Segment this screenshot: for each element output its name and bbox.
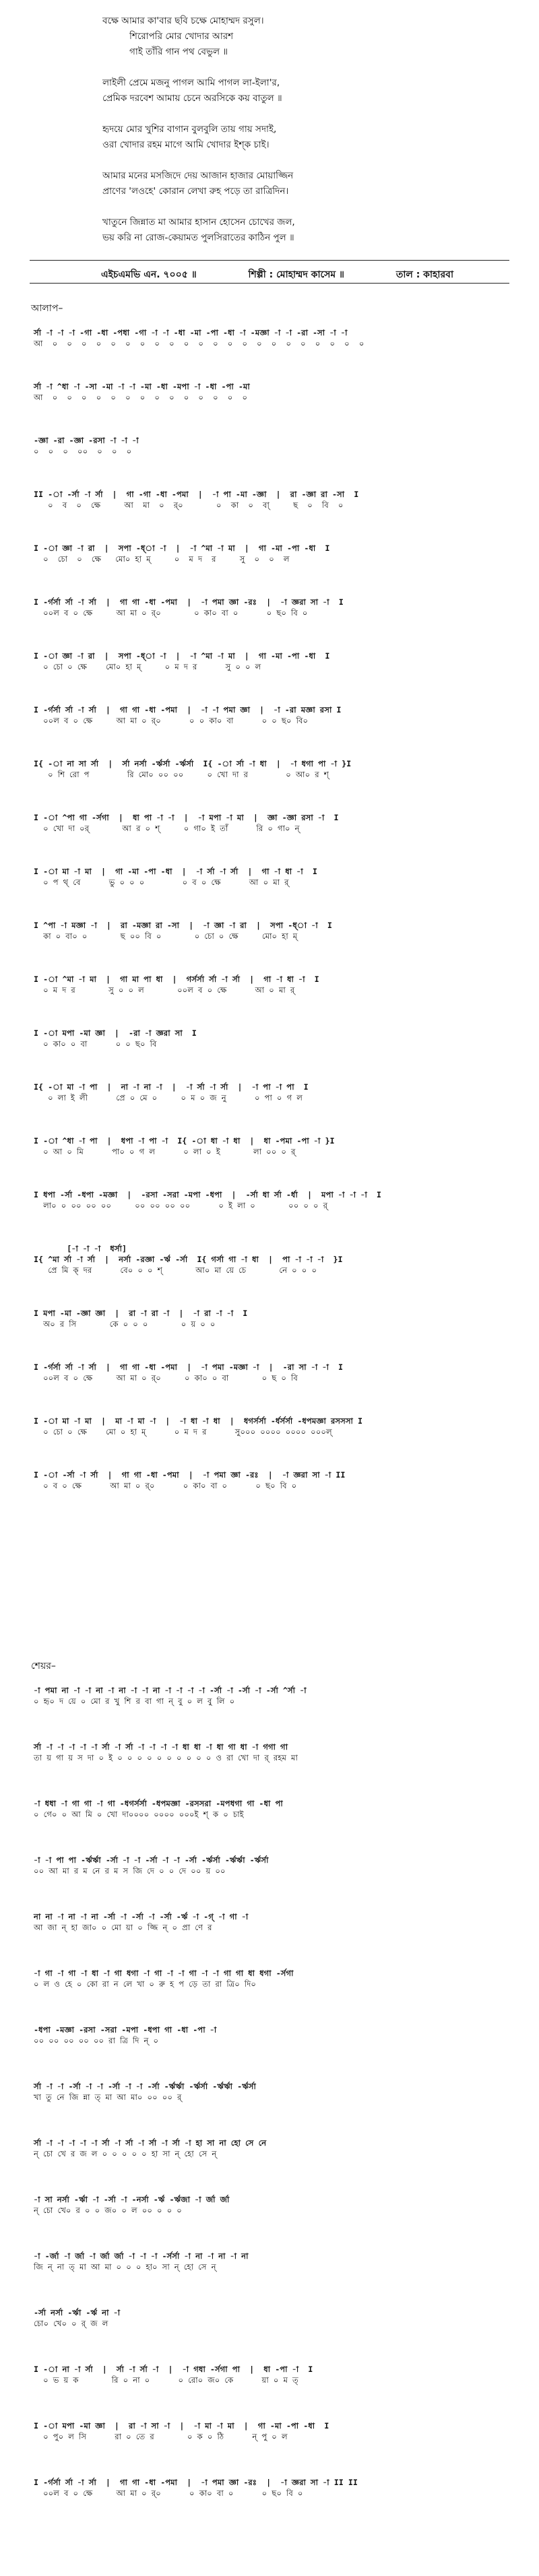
notation-row <box>34 381 519 403</box>
notation-row <box>34 2194 519 2216</box>
swara-line: I মপা -মা -জ্ঞা জ্ঞা | রা -া রা -া | -া রা -া -া I <box>34 1309 248 1318</box>
syllable-line: ন্ চো খে০ র ০ ০ জ০ ০ ল ০০ ০ ০ ০ <box>34 2206 182 2215</box>
syllable-line: খা তু নে জি ন্না ত্ মা আ মা০ ০০ ০০ র্ <box>34 2092 182 2102</box>
swara-line: I -া মপা -মা জ্ঞা | রা -া সা -া | -া মা -া মা | গা -মা -পা -ধা I <box>34 2421 329 2431</box>
notation-row <box>34 543 519 564</box>
notation-row <box>34 1028 519 1049</box>
swara-line: -া ধধা -া গা গা -া গা -ধগর্সর্সা -ধপমজ্ঞা -রসসরা -মপধগা গা -ধা পা <box>34 1799 283 1808</box>
swara-line: -ধপা -মজ্ঞা -রসা -সরা -মপা -ধপা গা -ধা -পা -া <box>34 2025 217 2035</box>
swara-line: -া গা -া গা -া ধা -া গা ধগা -া গা -া -া গা -া -া গা গা ধা ধগা -র্সগা <box>34 1969 294 1978</box>
syllable-line: ০ চো ০ ক্ষে মো০ হা ম্ ০ ম দ র সু ০ ০ ল <box>34 554 290 564</box>
lyric-line: গাই তাঁরি গান পথ বেভুল ॥ <box>129 46 228 57</box>
syllable-line: ০ ০ ০ ০০ ০ ০ ০ <box>34 447 132 456</box>
notation-row <box>34 1685 519 1707</box>
syllable-line: ০ কা০ ০ বা ০ ০ ছ০ বি <box>34 1039 157 1049</box>
syllable-line: ০ ব ০ ক্ষে আ মা ০ র্০ ০ কা০ বা ০ ০ ছ০ বি ০ <box>34 1481 297 1490</box>
notation-row <box>34 1798 519 1820</box>
syllable-line: ০ চো ০ ক্ষে মো ০ হা ম্ ০ ম দ র সু০০০ ০০০০ ০০০০ ০০০ল্ <box>34 1427 332 1436</box>
record-number: এইচএমভি এন. ৭০০৫ ॥ <box>101 269 197 280</box>
notation-row <box>34 1243 519 1276</box>
swara-line: I -র্গর্সা র্সা -া র্সা | গা গা -ধা -পমা | -া পমা -মজ্ঞা -া | -রা সা -া -া I <box>34 1362 344 1372</box>
syllable-line: আ ০ ০ ০ ০ ০ ০ ০ ০ ০ ০ ০ ০ ০ ০ ০ ০ ০ ০ ০ ০ ০ ০ <box>34 339 364 348</box>
lyric-stanza <box>102 75 507 106</box>
swara-line: I{ ^মা র্সা -া র্সা | নর্সা -রজ্ঞা -র্ঋ -র্সা I{ গর্সা গা -া ধা | পা -া -া -া }I <box>34 1255 343 1264</box>
syllable-line: ০০ল ব ০ ক্ষে আ মা ০ র্০ ০ কা০ বা ০ ০ ছ০ বি ০ <box>34 2488 303 2498</box>
syllable-line: ০ লা ই লী প্রে ০ মে ০ ০ ম ০ জ নু ০ পা ০ গ ল <box>34 1093 303 1102</box>
syllable-line: ০০ ০০ ০০ ০০ ০০ রা ত্রি দি ন্ ০ <box>34 2036 159 2045</box>
swara-line: II -া -র্সা -া র্সা | গা -গা -ধা -পমা | -া পা -মা -জ্ঞা | রা -জ্ঞা রা -সা I <box>34 490 359 499</box>
swara-line: র্সা -া ^ধা -া -সা -মা -া -া -মা -ধা -মপা -া -ধা -পা -মা <box>34 382 250 391</box>
swara-line: -া -া পা পা -র্ঋর্ঋা -র্সা -া -া -র্সা -া -া -র্সা -র্ঋর্সা -র্ঋর্ঋা -র্ঋর্সা <box>34 1855 269 1865</box>
artist-credit: শিল্পী : মোহাম্মদ কাসেম ॥ <box>248 269 344 280</box>
swara-line: -র্সা নর্সা -র্ঋা -র্ঋ না -া <box>34 2308 121 2317</box>
swara-line: I -া ^ধা -া পা | ধপা -া পা -া I{ -া ধা -া ধা | ধা -পমা -পা -া }I <box>34 1136 335 1146</box>
swara-line: র্সা -া -া -া -া -া র্সা -া র্সা -া -া -া -া ধা ধা -া ধা গা ধা -া গগা গা <box>34 1742 288 1752</box>
swara-line: I -া ^পা গা -র্সগা | ধা পা -া -া | -া মপা -া মা | জ্ঞা -জ্ঞা রসা -া I <box>34 813 339 822</box>
notation-row <box>34 1416 519 1437</box>
syllable-line: ০০ল ব ০ ক্ষে আ মা ০ র্০ ০ কা০ বা ০ ০ ছ০ বি ০ <box>34 608 308 618</box>
notation-alap <box>34 327 519 1523</box>
lyric-stanza <box>102 215 507 246</box>
notation-row <box>34 812 519 834</box>
swara-line: I -া না -া র্সা | র্সা -া র্সা -া | -া গধা -র্সগা পা | ধা -পা -া I <box>34 2365 313 2374</box>
notation-row <box>34 758 519 780</box>
lyric-stanza <box>102 122 507 153</box>
lyric-line: হৃদয়ে মোর খুশির বাগান বুলবুলি তায় গায় সদাই, <box>102 124 277 135</box>
notation-row <box>34 1968 519 1989</box>
notation-row <box>34 489 519 510</box>
notation-row <box>34 866 519 888</box>
notation-row <box>34 435 519 457</box>
notation-row <box>34 2307 519 2329</box>
syllable-line: ০ খো দা ০র্ আ র ০ শ্ ০ গা০ ই তাঁ রি ০ গা০ ন্ <box>34 824 300 833</box>
syllable-line: ০ চো ০ ক্ষে মো০ হা ম্ ০ ম দ র সু ০ ০ ল <box>34 662 261 671</box>
swara-line: I -া ^মা -া মা | গা মা পা ধা | গর্সর্সা র্সা -া র্সা | গা -া ধা -া I <box>34 975 319 984</box>
record-header <box>101 267 505 283</box>
lyric-stanza <box>102 13 507 60</box>
notation-sheyar <box>34 1685 519 2534</box>
tala-label: তাল : কাহারবা <box>395 269 454 280</box>
lyric-line: ওরা খোদার রহম মাগে আমি খোদার ইশ্‌ক চাই। <box>102 139 270 150</box>
notation-row <box>34 1308 519 1329</box>
swara-line: I -া -র্সা -া র্সা | গা গা -ধা -পমা | -া পমা জ্ঞা -রঃ | -া জ্ঞরা সা -া II <box>34 1470 346 1480</box>
syllable-line: ০ পু০ ল সি রা ০ তে র ০ ক ০ ঠি ন্ পু ০ ল <box>34 2432 288 2441</box>
syllable-line: চো০ খে০ ০ র্ জ ল <box>34 2319 108 2328</box>
notation-row <box>34 1855 519 1876</box>
notation-row <box>34 974 519 995</box>
syllable-line: ০০ আ মা র ম নে র ম স জি দে ০ ০ দে ০০ য় ০০ <box>34 1866 226 1876</box>
notation-row <box>34 597 519 618</box>
lyric-stanza <box>102 168 507 199</box>
syllable-line: আ জা ন্ হা জা০ ০ মো য়া ০ জ্জি ন্ ০ প্রা ণে র <box>34 1923 212 1932</box>
swara-line: -জ্ঞা -রা -জ্ঞা -রসা -া -া -া <box>34 436 139 445</box>
syllable-line: ০ ল ও হে ০ কো রা ন লে খা ০ রু হ প ড়ে তা রা ত্রি০ দি০ <box>34 1979 256 1989</box>
syllable-line: ০ ব ০ ক্ষে আ মা ০ র্০ ০ কা ০ বা্ ছ ০ বি ০ <box>34 500 344 510</box>
notation-row <box>34 1911 519 1933</box>
swara-line: -া পমা না -া -া না -া না -া -া না -া -া -া -া -র্সা -া -র্সা -া -র্সা ^র্সা -া <box>34 1686 307 1695</box>
notation-row <box>34 1189 519 1211</box>
notation-row <box>34 1469 519 1491</box>
syllable-line: ০০ল ব ০ ক্ষে আ মা ০ র্০ ০ ০ কা০ বা ০ ০ ছ০ বি০ <box>34 716 309 725</box>
notation-row <box>34 1362 519 1383</box>
syllable-line: ০ ভ য় ক রি ০ না ০ ০ রো০ জ০ কে য়া ০ ম ত্ <box>34 2375 298 2385</box>
notation-row <box>34 1082 519 1103</box>
syllable-line: লা০ ০ ০০ ০০ ০০ ০০ ০০ ০০ ০০ ০ ই লা ০ ০০ ০ ০ র্ <box>34 1201 328 1210</box>
swara-line: I -র্গর্সা র্সা -া র্সা | গা গা -ধা -পমা | -া পমা জ্ঞা -রঃ | -া জ্ঞরা সা -া I <box>34 597 344 607</box>
lyric-line: আমার মনের মসজিদে দেয় আজান হাজার মোয়াজ্জিন <box>102 170 294 181</box>
swara-line: I -র্গর্সা র্সা -া র্সা | গা গা -ধা -পমা | -া -া পমা জ্ঞা | -া -রা মজ্ঞা রসা I <box>34 705 342 715</box>
lyric-line: প্রাণের 'লওহে' কোরান লেখা রুহ পড়ে তা রাত্রিদিন। <box>102 186 289 197</box>
swara-line: -া সা নর্সা -র্ঋা -া -র্সা -া -নর্সা -র্ঋ -র্ঋজা -া র্জা র্জা <box>34 2195 230 2204</box>
swara-line: I -া মা -া মা | মা -া মা -া | -া ধা -া ধা | ধগর্সর্সা -র্ধর্সর্সা -ধপমজ্ঞা রসসসা I <box>34 1416 363 1426</box>
swara-line: I -া মপা -মা জ্ঞা | -রা -া জ্ঞরা সা I <box>34 1028 197 1038</box>
swara-line: I -া মা -া মা | গা -মা -পা -ধা | -া র্সা -া র্সা | গা -া ধা -া I <box>34 867 317 876</box>
syllable-line: ০ ম দ র সু ০ ০ ল ০০ল ব ০ ক্ষে আ ০ মা র্ <box>34 985 295 995</box>
notation-row <box>34 2024 519 2046</box>
swara-line: I -া জ্ঞা -া রা | সপা -ধ্া -া | -া ^মা -া মা | গা -মা -পা -ধা I <box>34 651 330 661</box>
lyric-line: লাইলী প্রেমে মজনু পাগল আমি পাগল লা-ইলা'র, <box>102 77 280 88</box>
syllable-line: প্রে মি ক্ দর বে০ ০ ০ শ্ আ০ মা য়ে চে নে ০ ০ ০ <box>34 1265 317 1275</box>
notation-row <box>34 1742 519 1763</box>
syllable-line: ০ প থ্ বে ভু ০ ০ ০ ০ ব ০ ক্ষে আ ০ মা র্ <box>34 878 289 887</box>
swara-line: I{ -া না সা র্সা | র্সা নর্সা -র্ঋর্সা -র্ঋর্সা I{ -া র্সা -া ধা | -া ধগা পা -া }I <box>34 759 352 768</box>
notation-row <box>34 704 519 726</box>
syllable-line: ০ শি রো প রি মো০ ০০ ০০ ০ খো দা র ০ আ০ র শ্ <box>34 770 329 779</box>
swara-line: [-া -া -া ধর্সা] <box>34 1244 127 1253</box>
lyric-line: প্রেমিক দরবেশ আমায় চেনে অরসিকে কয় বাতুল ॥ <box>102 93 282 104</box>
lyric-line: খাতুনে জিন্নাত মা আমার হাসান হোসেন চোখের জল, <box>102 217 295 228</box>
notation-row <box>34 327 519 349</box>
notation-row <box>34 2081 519 2103</box>
swara-line: I ^পা -া মজ্ঞা -া | রা -মজ্ঞা রা -সা | -া জ্ঞা -া রা | সপা -ধ্া -া I <box>34 921 332 930</box>
swara-line: I{ -া মা -া পা | না -া না -া | -া র্সা -া র্সা | -া পা -া পা I <box>34 1082 309 1092</box>
swara-line: না না -া না -া না -র্সা -া -র্সা -া -র্সা -র্ঋ -া -গ্ -া গা -া <box>34 1912 249 1921</box>
syllable-line: কা ০ বা০ ০ ছ ০০ বি ০ ০ চো ০ ক্ষে মো০ হা ম্ <box>34 931 298 941</box>
section-label-sheyar: শেয়র– <box>31 1661 56 1672</box>
notation-row <box>34 2251 519 2272</box>
syllable-line: ০ গে০ ০ আ মি ০ খো দা০০০০ ০০০০ ০০০ই শ্‌ ক ০ চাই <box>34 1810 244 1819</box>
syllable-line: অ০ র সি কে ০ ০ ০ ০ য় ০ ০ <box>34 1319 216 1329</box>
syllable-line: তা য় গা য় স দা ০ ই ০ ০ ০ ০ ০ ০ ০ ০ ০ ০ ও রা খো দা র্ রহম মা <box>34 1753 298 1762</box>
notation-row <box>34 920 519 942</box>
swara-line: -া -র্জা -া র্জা -া র্জা র্জা -া -া -া -র্সর্সা -া না -া না -া না <box>34 2251 249 2261</box>
notation-row <box>34 2138 519 2159</box>
lyric-line: বক্ষে আমার কা'বার ছবি চক্ষে মোহাম্মদ রসুল। <box>102 15 264 26</box>
syllable-line: জি ন্ না ত্ মা আ মা ০ ০ ০ হা০ সা ন্ হো সে ন্ <box>34 2262 216 2272</box>
lyric-line: ভয় করি না রোজ-কেয়ামত পুলসিরাতের কাঠিন পুল ॥ <box>102 232 294 243</box>
syllable-line: আ ০ ০ ০ ০ ০ ০ ০ ০ ০ ০ ০ ০ ০ ০ <box>34 393 248 402</box>
section-label-alap: আলাপ– <box>31 303 63 314</box>
notation-row <box>34 2477 519 2499</box>
swara-line: র্সা -া -া -া -গা -ধা -পধা -গা -া -া -ধা -মা -পা -ধা -া -মজ্ঞা -া -া -রা -সা -া -া <box>34 328 348 337</box>
swara-line: I -া জ্ঞা -া রা | সপা -ধ্া -া | -া ^মা -া মা | গা -মা -পা -ধা I <box>34 543 330 553</box>
notation-row <box>34 2420 519 2442</box>
bottom-rule <box>30 283 509 284</box>
syllable-line: ০০ল ব ০ ক্ষে আ মা ০ র্০ ০ কা০ ০ বা ০ ছ ০ বি <box>34 1373 298 1383</box>
notation-row <box>34 651 519 672</box>
syllable-line: ন্ চো খে র জ ল ০ ০ ০ ০ ০ হা সা ন্ হো সে ন্ <box>34 2149 217 2158</box>
swara-line: র্সা -া -া -া -া -া র্সা -া র্সা -া র্সা -া র্সা -া হা সা না হো সে নে <box>34 2138 267 2148</box>
swara-line: র্সা -া -া -র্সা -া -া -র্সা -া -া -র্সা -র্ঋর্ঋা -র্ঋর্সা -র্ঋর্ঋা -র্ঋর্সা <box>34 2082 256 2091</box>
lyric-line: শিরোপরি মোর খোদার আরশ <box>129 31 234 42</box>
swara-line: I ধপা -র্সা -ধপা -মজ্ঞা | -রসা -সরা -মপা -ধপা | -র্সা ধা র্সা -র্ধা | মপা -া -া -া I <box>34 1190 381 1199</box>
syllable-line: ০ হৃ০ দ য়ে ০ মো র খু শি র বা গা ন্ বু ০ ল বু লি ০ <box>34 1696 235 1706</box>
notation-row <box>34 1135 519 1157</box>
swara-line: I -র্গর্সা র্সা -া র্সা | গা গা -ধা -পমা | -া পমা জ্ঞা -রঃ | -া জ্ঞরা সা -া II II <box>34 2478 358 2487</box>
top-rule <box>30 260 509 261</box>
notation-row <box>34 2364 519 2385</box>
syllable-line: ০ আ ০ মি পা০ ০ গ ল ০ লা ০ ই লা ০০ ০ র্ <box>34 1147 296 1156</box>
song-lyrics <box>102 13 507 261</box>
